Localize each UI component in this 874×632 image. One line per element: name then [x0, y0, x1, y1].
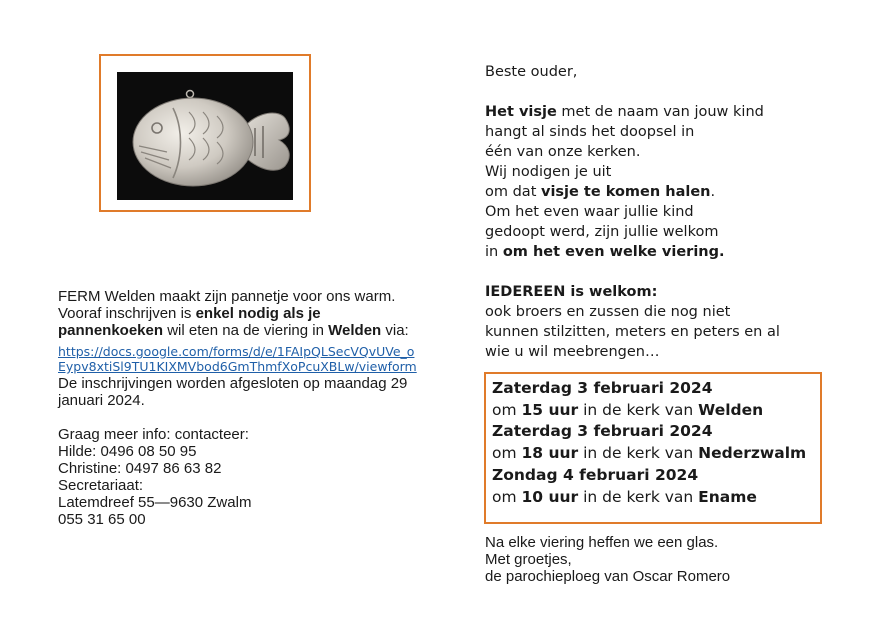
deadline-text: De inschrijvingen worden afgesloten op maandag 29 januari 2024. — [58, 375, 408, 409]
contact-line: Christine: 0497 86 63 82 — [58, 460, 222, 477]
google-form-link[interactable]: https://docs.google.com/forms/d/e/1FAIpQLSecVQvUVe_oEypv8xtiSl9TU1KIXMVbod6GmThmfXoPcuXBLw/viewform — [58, 344, 417, 374]
schedule-time: om 10 uur in de kerk van Ename — [492, 487, 757, 506]
invitation-line: Om het even waar jullie kind — [485, 204, 694, 220]
welcome-line: ook broers en zussen die nog niet — [485, 304, 731, 320]
invitation-line: in om het even welke viering. — [485, 244, 725, 260]
invitation-line: Wij nodigen je uit — [485, 164, 612, 180]
signature: de parochieploeg van Oscar Romero — [485, 568, 731, 585]
contact-line: Latemdreef 55—9630 Zwalm — [58, 494, 252, 511]
contact-line: Secretariaat: — [58, 477, 144, 494]
invitation-line: Het visje met de naam van jouw kind — [485, 104, 764, 120]
left-column — [58, 288, 418, 528]
welden-bold: Welden — [328, 322, 382, 339]
schedule-date: Zaterdag 3 februari 2024 — [492, 379, 713, 397]
registration-bold: enkel nodig als je pannenkoeken — [58, 305, 321, 339]
invitation-line: één van onze kerken. — [485, 144, 641, 160]
closing-line: Na elke viering heffen we een glas. — [485, 534, 719, 551]
invitation-line: hangt al sinds het doopsel in — [485, 124, 695, 140]
contact-heading: Graag meer info: contacteer: — [58, 426, 249, 443]
schedule-date: Zaterdag 3 februari 2024 — [492, 422, 713, 441]
welcome-heading: IEDEREEN is welkom: — [485, 284, 658, 300]
fish-photo — [117, 72, 293, 200]
schedule-time: om 18 uur in de kerk van Nederzwalm — [492, 444, 807, 463]
schedule-time: om 15 uur in de kerk van Welden — [492, 400, 764, 419]
fish-image — [117, 72, 293, 200]
greeting: Beste ouder, — [485, 64, 578, 80]
schedule-box — [484, 372, 822, 524]
contact-line: Hilde: 0496 08 50 95 — [58, 443, 197, 460]
intro-line: FERM Welden maakt zijn pannetje voor ons warm. — [58, 288, 396, 305]
photo-frame — [99, 54, 311, 212]
schedule-date: Zondag 4 februari 2024 — [492, 465, 699, 484]
closing — [485, 534, 825, 585]
invitation-line: gedoopt werd, zijn jullie welkom — [485, 224, 719, 240]
welcome-line: kunnen stilzitten, meters en peters en al — [485, 324, 780, 340]
closing-line: Met groetjes, — [485, 551, 572, 568]
contact-line: 055 31 65 00 — [58, 511, 146, 528]
right-column — [485, 62, 825, 362]
invitation-line: om dat visje te komen halen. — [485, 184, 716, 200]
registration-text: Vooraf inschrijven is enkel nodig als je pannenkoeken wil eten na de viering in Welden via: — [58, 305, 409, 339]
welcome-line: wie u wil meebrengen… — [485, 344, 660, 360]
